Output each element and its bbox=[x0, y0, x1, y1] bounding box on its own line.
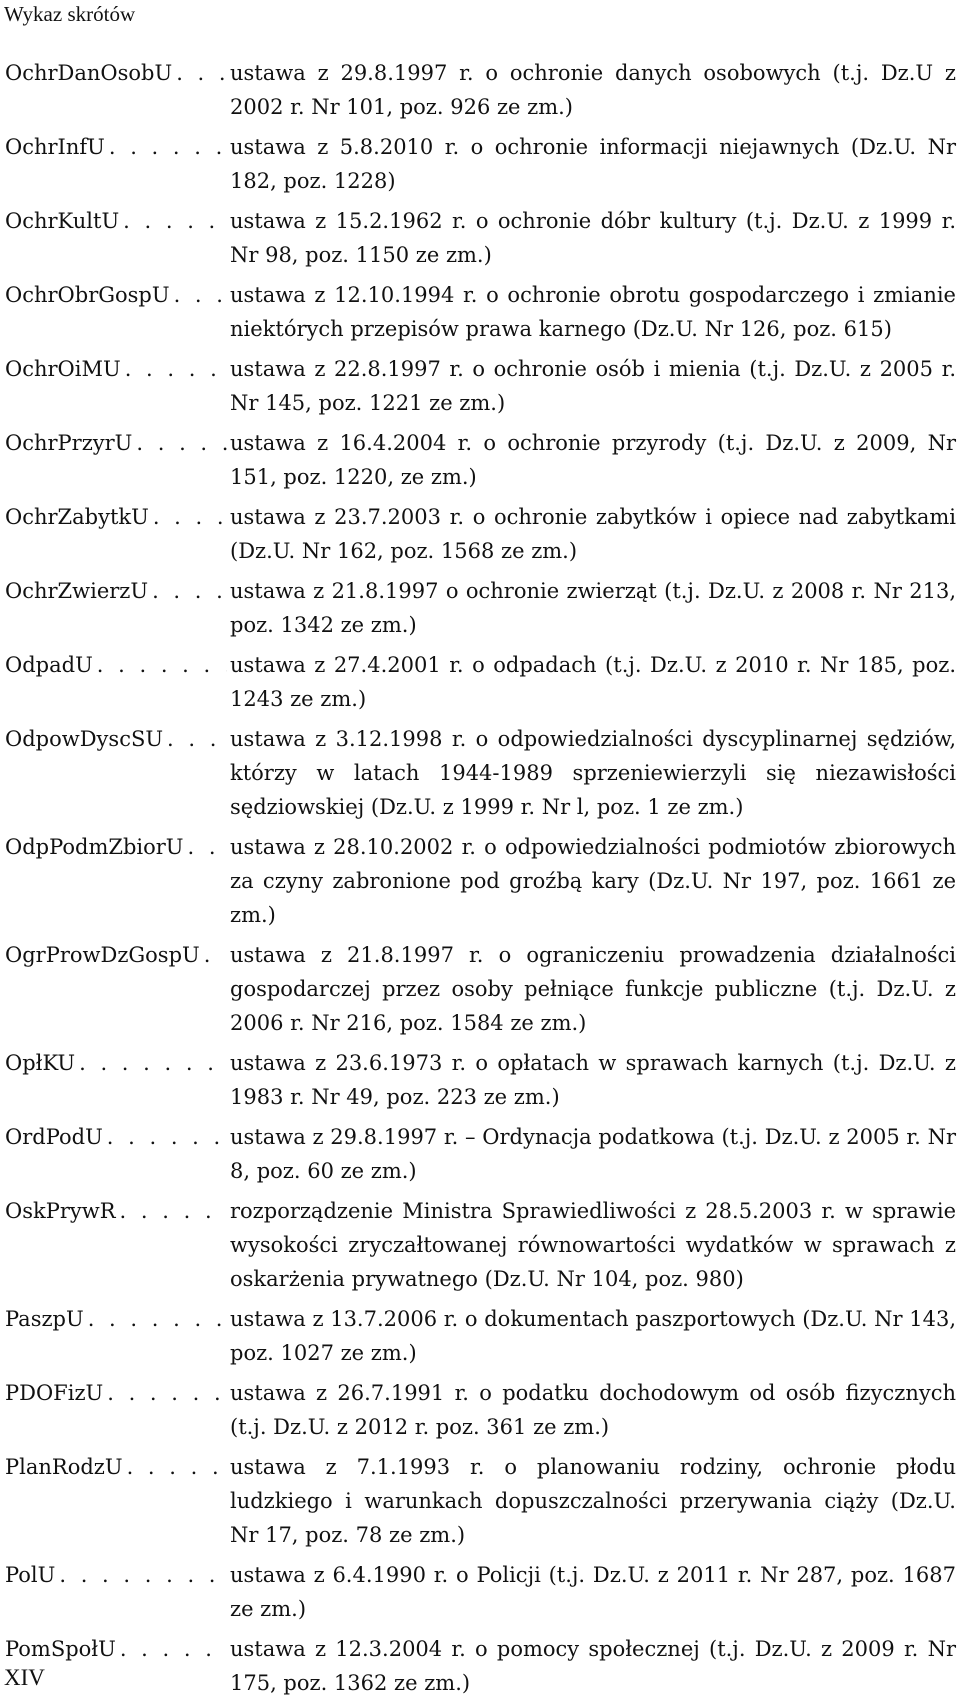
abbreviation-description: ustawa z 29.8.1997 r. o ochronie danych osobowych (t.j. Dz.U z 2002 r. Nr 101, poz. 926 ze zm.) bbox=[230, 61, 956, 119]
abbreviation-description: ustawa z 6.4.1990 r. o Policji (t.j. Dz.U. z 2011 r. Nr 287, poz. 1687 ze zm.) bbox=[230, 1563, 956, 1621]
abbreviation-description: ustawa z 28.10.2002 r. o odpowiedzialności podmiotów zbiorowych za czyny zabronione pod groźbą kary (Dz.U. Nr 197, poz. 1661 ze zm.) bbox=[230, 835, 956, 927]
abbreviation-description: ustawa z 12.3.2004 r. o pomocy społecznej (t.j. Dz.U. z 2009 r. Nr 175, poz. 1362 ze zm.) bbox=[230, 1637, 956, 1695]
dot-leader bbox=[188, 830, 227, 864]
abbreviation-cell bbox=[5, 56, 227, 90]
list-item bbox=[5, 56, 956, 124]
dot-leader bbox=[127, 1450, 227, 1484]
page-number: XIV bbox=[4, 1665, 45, 1690]
dot-leader bbox=[120, 1632, 227, 1666]
abbreviation-cell bbox=[5, 1046, 227, 1080]
abbreviation-description: ustawa z 21.8.1997 o ochronie zwierząt (t.j. Dz.U. z 2008 r. Nr 213, poz. 1342 ze zm.) bbox=[230, 579, 956, 637]
abbreviation: OchrZabytkU bbox=[5, 500, 153, 534]
abbreviation: OchrObrGospU bbox=[5, 278, 174, 312]
abbreviation: OdpPodmZbiorU bbox=[5, 830, 188, 864]
abbreviation-cell bbox=[5, 648, 227, 682]
abbreviation: OskPrywR bbox=[5, 1194, 120, 1228]
dot-leader bbox=[120, 1194, 227, 1228]
abbreviation: OchrKultU bbox=[5, 204, 123, 238]
abbreviation-description: ustawa z 7.1.1993 r. o planowaniu rodziny, ochronie płodu ludzkiego i warunkach dopuszczalności przerywania ciąży (Dz.U. Nr 17, poz. 78 ze zm.) bbox=[230, 1455, 956, 1547]
list-item bbox=[5, 1046, 956, 1114]
list-item bbox=[5, 278, 956, 346]
abbreviation-cell bbox=[5, 574, 227, 608]
list-item bbox=[5, 1450, 956, 1552]
abbreviation-cell bbox=[5, 830, 227, 864]
abbreviation: PlanRodzU bbox=[5, 1450, 127, 1484]
abbreviation: OdpadU bbox=[5, 648, 97, 682]
abbreviation-cell bbox=[5, 1376, 227, 1410]
abbreviation: PolU bbox=[5, 1558, 59, 1592]
abbreviation-description: ustawa z 26.7.1991 r. o podatku dochodowym od osób fizycznych (t.j. Dz.U. z 2012 r. poz. 361 ze zm.) bbox=[230, 1381, 956, 1439]
dot-leader bbox=[153, 500, 227, 534]
dot-leader bbox=[204, 938, 227, 972]
list-item bbox=[5, 204, 956, 272]
dot-leader bbox=[167, 722, 227, 756]
abbreviation-cell bbox=[5, 204, 227, 238]
abbreviation-cell bbox=[5, 278, 227, 312]
abbreviation-description: ustawa z 3.12.1998 r. o odpowiedzialności dyscyplinarnej sędziów, którzy w latach 1944-1989 sprzeniewierzyli się niezawisłości sędziowskiej (Dz.U. z 1999 r. Nr l, poz. 1 ze zm.) bbox=[230, 727, 956, 819]
dot-leader bbox=[174, 278, 227, 312]
dot-leader bbox=[79, 1046, 227, 1080]
abbreviation-cell bbox=[5, 426, 227, 460]
dot-leader bbox=[107, 1376, 227, 1410]
abbreviation-description: rozporządzenie Ministra Sprawiedliwości z 28.5.2003 r. w sprawie wysokości zryczałtowanej równowartości wydatków w sprawach z oskarżenia prywatnego (Dz.U. Nr 104, poz. 980) bbox=[230, 1199, 956, 1291]
abbreviation-cell bbox=[5, 1194, 227, 1228]
abbreviation: OchrOiMU bbox=[5, 352, 125, 386]
list-item bbox=[5, 1376, 956, 1444]
list-item bbox=[5, 830, 956, 932]
list-item bbox=[5, 648, 956, 716]
abbreviation-description: ustawa z 23.7.2003 r. o ochronie zabytków i opiece nad zabytkami (Dz.U. Nr 162, poz. 1568 ze zm.) bbox=[230, 505, 956, 563]
list-item bbox=[5, 1194, 956, 1296]
abbreviation-cell bbox=[5, 1302, 227, 1336]
list-item bbox=[5, 1120, 956, 1188]
abbreviation: OchrPrzyrU bbox=[5, 426, 136, 460]
dot-leader bbox=[107, 1120, 227, 1154]
dot-leader bbox=[136, 426, 227, 460]
abbreviation-description: ustawa z 21.8.1997 r. o ograniczeniu prowadzenia działalności gospodarczej przez osoby pełniące funkcje publiczne (t.j. Dz.U. z 2006 r. Nr 216, poz. 1584 ze zm.) bbox=[230, 943, 956, 1035]
list-item bbox=[5, 500, 956, 568]
abbreviation-cell bbox=[5, 1450, 227, 1484]
dot-leader bbox=[59, 1558, 227, 1592]
list-item bbox=[5, 130, 956, 198]
abbreviation: OchrZwierzU bbox=[5, 574, 152, 608]
list-item bbox=[5, 938, 956, 1040]
dot-leader bbox=[88, 1302, 227, 1336]
dot-leader bbox=[97, 648, 227, 682]
abbreviation: OchrDanOsobU bbox=[5, 56, 176, 90]
dot-leader bbox=[123, 204, 227, 238]
abbreviation-list bbox=[5, 56, 956, 1706]
abbreviation: PDOFizU bbox=[5, 1376, 107, 1410]
list-item bbox=[5, 352, 956, 420]
abbreviation-cell bbox=[5, 130, 227, 164]
running-head: Wykaz skrótów bbox=[4, 2, 136, 26]
dot-leader bbox=[176, 56, 227, 90]
abbreviation: OgrProwDzGospU bbox=[5, 938, 204, 972]
abbreviation-cell bbox=[5, 722, 227, 756]
abbreviation-description: ustawa z 23.6.1973 r. o opłatach w sprawach karnych (t.j. Dz.U. z 1983 r. Nr 49, poz. 223 ze zm.) bbox=[230, 1051, 956, 1109]
abbreviation: PaszpU bbox=[5, 1302, 88, 1336]
list-item bbox=[5, 1558, 956, 1626]
abbreviation-description: ustawa z 22.8.1997 r. o ochronie osób i mienia (t.j. Dz.U. z 2005 r. Nr 145, poz. 1221 ze zm.) bbox=[230, 357, 956, 415]
list-item bbox=[5, 574, 956, 642]
abbreviation-description: ustawa z 12.10.1994 r. o ochronie obrotu gospodarczego i zmianie niektórych przepisów prawa karnego (Dz.U. Nr 126, poz. 615) bbox=[230, 283, 956, 341]
list-item bbox=[5, 426, 956, 494]
abbreviation-cell bbox=[5, 938, 227, 972]
abbreviation-description: ustawa z 15.2.1962 r. o ochronie dóbr kultury (t.j. Dz.U. z 1999 r. Nr 98, poz. 1150 ze zm.) bbox=[230, 209, 956, 267]
abbreviation-description: ustawa z 5.8.2010 r. o ochronie informacji niejawnych (Dz.U. Nr 182, poz. 1228) bbox=[230, 135, 956, 193]
abbreviation: OdpowDyscSU bbox=[5, 722, 167, 756]
dot-leader bbox=[125, 352, 227, 386]
abbreviation-description: ustawa z 13.7.2006 r. o dokumentach paszportowych (Dz.U. Nr 143, poz. 1027 ze zm.) bbox=[230, 1307, 956, 1365]
list-item bbox=[5, 1302, 956, 1370]
abbreviation-description: ustawa z 27.4.2001 r. o odpadach (t.j. Dz.U. z 2010 r. Nr 185, poz. 1243 ze zm.) bbox=[230, 653, 956, 711]
abbreviation: OrdPodU bbox=[5, 1120, 107, 1154]
abbreviation-cell bbox=[5, 500, 227, 534]
abbreviation-description: ustawa z 29.8.1997 r. – Ordynacja podatkowa (t.j. Dz.U. z 2005 r. Nr 8, poz. 60 ze zm.) bbox=[230, 1125, 956, 1183]
abbreviation-cell bbox=[5, 1120, 227, 1154]
abbreviation-cell bbox=[5, 1632, 227, 1666]
abbreviation-cell bbox=[5, 1558, 227, 1592]
abbreviation: OchrInfU bbox=[5, 130, 109, 164]
abbreviation-description: ustawa z 16.4.2004 r. o ochronie przyrody (t.j. Dz.U. z 2009, Nr 151, poz. 1220, ze zm.) bbox=[230, 431, 956, 489]
abbreviation: OpłKU bbox=[5, 1046, 79, 1080]
dot-leader bbox=[152, 574, 227, 608]
list-item bbox=[5, 1632, 956, 1700]
abbreviation: PomSpołU bbox=[5, 1632, 120, 1666]
dot-leader bbox=[109, 130, 227, 164]
abbreviation-cell bbox=[5, 352, 227, 386]
list-item bbox=[5, 722, 956, 824]
